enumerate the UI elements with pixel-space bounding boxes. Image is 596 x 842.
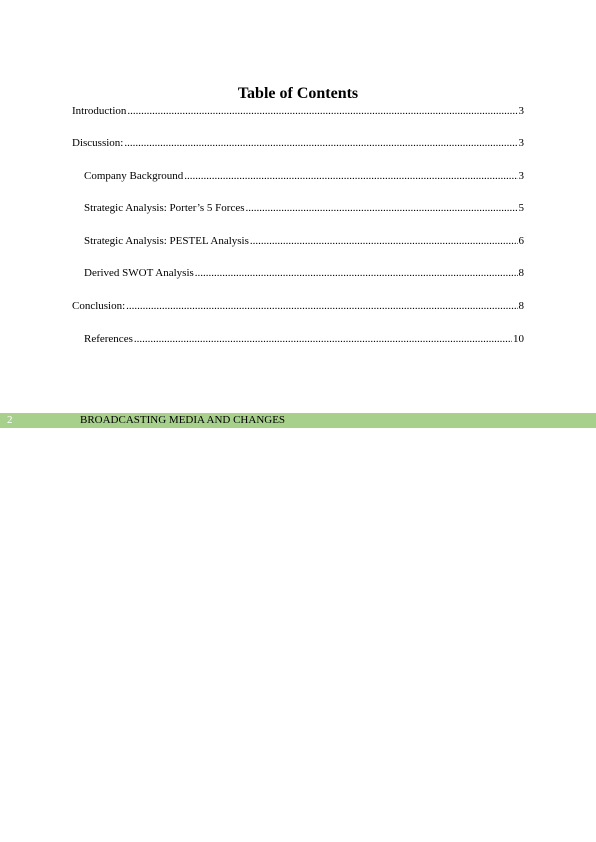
toc-entry-label: Derived SWOT Analysis bbox=[84, 267, 194, 279]
toc-entry-page: 3 bbox=[518, 170, 524, 182]
toc-entry-label: Conclusion: bbox=[72, 300, 126, 312]
toc-entry-label: Discussion: bbox=[72, 137, 124, 149]
toc-entry-page: 8 bbox=[518, 267, 524, 279]
toc-entry-conclusion[interactable] bbox=[72, 299, 524, 313]
toc-leader-dots bbox=[184, 169, 517, 183]
toc-entry-page: 5 bbox=[518, 202, 524, 214]
toc-entry-label: Strategic Analysis: PESTEL Analysis bbox=[84, 235, 249, 247]
toc-leader-dots bbox=[246, 201, 518, 215]
toc-leader-dots bbox=[124, 136, 517, 150]
toc-entry-page: 10 bbox=[513, 333, 524, 345]
toc-leader-dots bbox=[250, 234, 518, 248]
toc-entry-pestel-analysis[interactable] bbox=[84, 234, 524, 248]
toc-entry-label: Strategic Analysis: Porter’s 5 Forces bbox=[84, 202, 245, 214]
toc-entry-porters-5-forces[interactable] bbox=[84, 201, 524, 215]
toc-entry-discussion[interactable] bbox=[72, 136, 524, 150]
toc-entry-references[interactable] bbox=[84, 332, 524, 346]
toc-entry-label: Company Background bbox=[84, 170, 184, 182]
page-header-band bbox=[0, 413, 596, 428]
toc-title: Table of Contents bbox=[237, 85, 359, 102]
toc-entry-label: Introduction bbox=[72, 105, 127, 117]
toc-entry-introduction[interactable] bbox=[72, 104, 524, 118]
toc-entry-page: 3 bbox=[518, 137, 524, 149]
toc-entry-page: 8 bbox=[518, 300, 524, 312]
toc-leader-dots bbox=[126, 299, 517, 313]
toc-entry-swot-analysis[interactable] bbox=[84, 266, 524, 280]
toc-entry-company-background[interactable] bbox=[84, 169, 524, 183]
toc-leader-dots bbox=[195, 266, 518, 280]
toc-leader-dots bbox=[127, 104, 517, 118]
toc-entry-page: 3 bbox=[518, 105, 524, 117]
toc-leader-dots bbox=[134, 332, 512, 346]
running-header-title: BROADCASTING MEDIA AND CHANGES bbox=[80, 414, 286, 426]
page-number: 2 bbox=[7, 414, 13, 426]
toc-entry-page: 6 bbox=[518, 235, 524, 247]
toc-entry-label: References bbox=[84, 333, 133, 345]
